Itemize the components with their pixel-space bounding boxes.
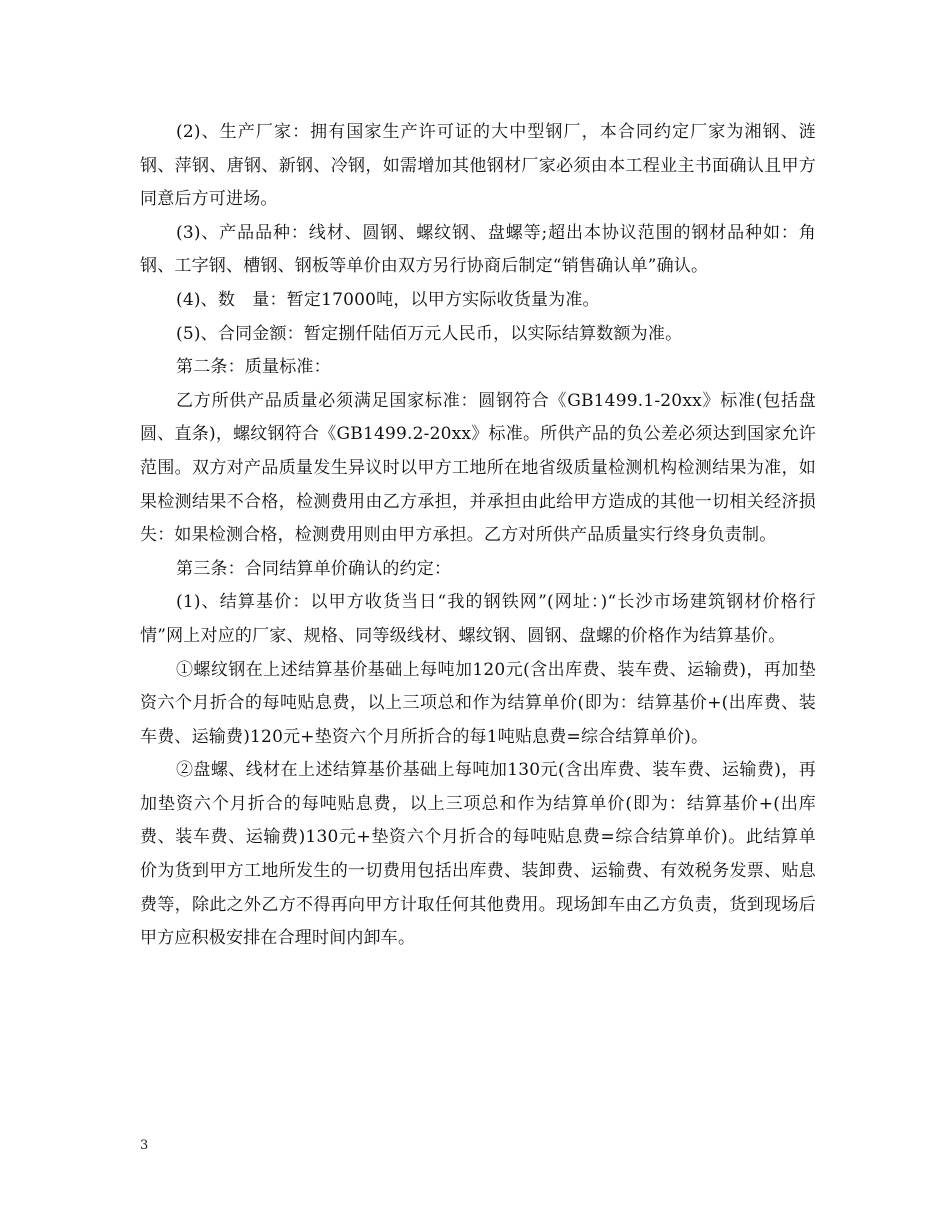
clause-2-manufacturer: (2)、生产厂家：拥有国家生产许可证的大中型钢厂，本合同约定厂家为湘钢、涟钢、萍钢、唐钢、新钢、冷钢，如需增加其他钢材厂家必须由本工程业主书面确认且甲方同意后方可进场。 [140,122,816,210]
article-3-coil-wire-price: ②盘螺、线材在上述结算基价基础上每吨加130元(含出库费、装车费、运输费)，再加垫资六个月折合的每吨贴息费，以上三项总和作为结算单价(即为：结算基价+(出库费、装车费、运输费)130元+垫资六个月折合的每吨贴息费=综合结算单价)。此结算单价为货到甲方工地所发生的一切费用包括出库费、装卸费、运输费、有效税务发票、贴息费等，除此之外乙方不得再向甲方计取任何其他费用。现场卸车由乙方负责，货到现场后甲方应积极安排在合理时间内卸车。 [140,760,816,949]
article-3-rebar-price: ①螺纹钢在上述结算基价基础上每吨加120元(含出库费、装车费、运输费)，再加垫资六个月折合的每吨贴息费，以上三项总和作为结算单价(即为：结算基价+(出库费、装车费、运输费)120元+垫资六个月所折合的每1吨贴息费=综合结算单价)。 [140,659,816,747]
article-3-clause-1-base-price: (1)、结算基价：以甲方收货当日“我的钢铁网”(网址：)“长沙市场建筑钢材价格行情”网上对应的厂家、规格、同等级线材、螺纹钢、圆钢、盘螺的价格作为结算基价。 [140,592,816,646]
article-2-heading: 第二条：质量标准： [176,357,331,378]
article-2-quality-text: 乙方所供产品质量必须满足国家标准：圆钢符合《GB1499.1-20xx》标准(包括盘圆、直条)，螺纹钢符合《GB1499.2-20xx》标准。所供产品的负公差必须达到国家允许范围。双方对产品质量发生异议时以甲方工地所在地省级质量检测机构检测结果为准，如果检测结果不合格，检测费用由乙方承担，并承担由此给甲方造成的其他一切相关经济损失：如果检测合格，检测费用则由甲方承担。乙方对所供产品质量实行终身负责制。 [140,390,816,546]
document-body [140,116,816,956]
clause-3-product-variety: (3)、产品品种：线材、圆钢、螺纹钢、盘螺等;超出本协议范围的钢材品种如：角钢、工字钢、槽钢、钢板等单价由双方另行协商后制定“销售确认单”确认。 [140,222,816,277]
clause-5-contract-amount: (5)、合同金额：暂定捌仟陆佰万元人民币，以实际结算数额为准。 [176,323,683,344]
article-3-heading: 第三条：合同结算单价确认的约定： [176,558,452,579]
page-number: 3 [140,1138,149,1153]
clause-4-quantity: (4)、数 量：暂定17000吨，以甲方实际收货量为准。 [176,289,600,310]
